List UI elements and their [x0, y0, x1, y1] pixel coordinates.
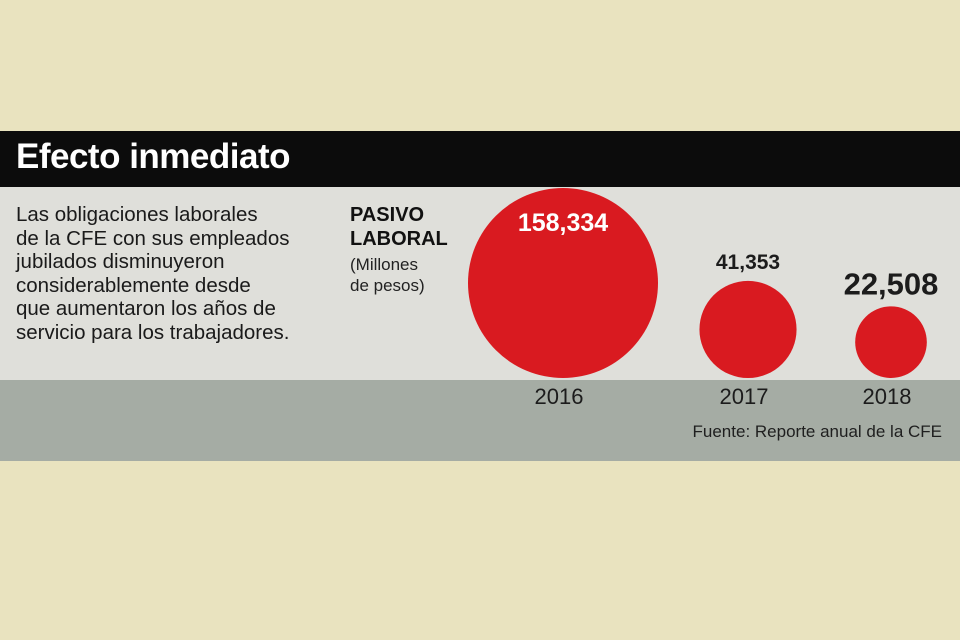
- metric-title-line: LABORAL: [350, 228, 448, 250]
- chart-title: Efecto inmediato: [16, 137, 290, 176]
- description-line: que aumentaron los años de: [16, 297, 276, 320]
- category-label-2018: 2018: [862, 384, 912, 409]
- description-line: considerablemente desde: [16, 273, 251, 297]
- metric-unit-line: de pesos): [350, 276, 425, 295]
- value-label-2016: 158,334: [517, 209, 609, 237]
- metric-unit-line: (Millones: [350, 255, 419, 274]
- category-label-2016: 2016: [534, 384, 584, 409]
- description-line: servicio para los trabajadores.: [16, 320, 290, 344]
- source-note: Fuente: Reporte anual de la CFE: [692, 422, 942, 441]
- value-label-2017: 41,353: [715, 250, 781, 274]
- bubble-2018: [855, 306, 927, 378]
- metric-title-line: PASIVO: [350, 204, 425, 226]
- description-line: jubilados disminuyeron: [16, 250, 225, 273]
- bubble-2017: [699, 281, 796, 378]
- category-label-2017: 2017: [719, 384, 769, 409]
- value-label-2018: 22,508: [843, 266, 939, 302]
- description-line: Las obligaciones laborales: [16, 203, 258, 226]
- description-line: de la CFE con sus empleados: [16, 226, 290, 250]
